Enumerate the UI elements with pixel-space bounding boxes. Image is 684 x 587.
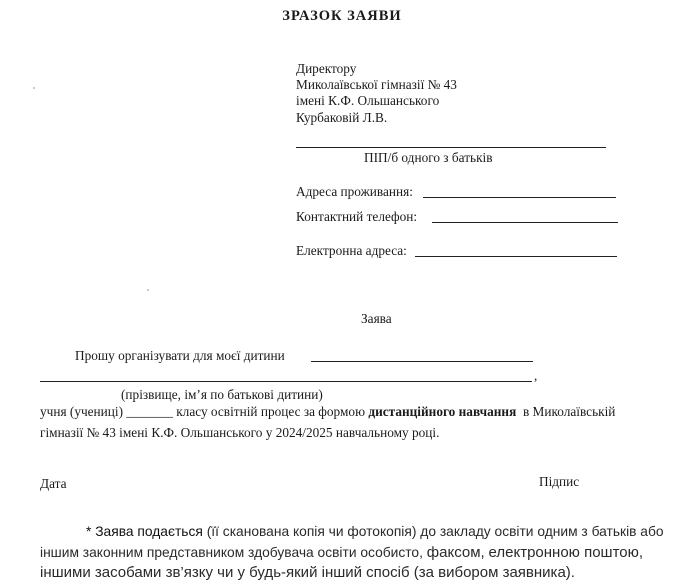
addressee-line-4: Курбаковій Л.В.: [296, 110, 388, 125]
date-label: Дата: [40, 476, 67, 491]
parent-name-blank: [296, 147, 606, 148]
body-line-4: гімназії № 43 імені К.Ф. Ольшанського у 2024/2025 навчальному році.: [40, 425, 440, 440]
distance-learning-text: дистанційного навчання: [368, 404, 517, 419]
document-title: ЗРАЗОК ЗАЯВИ: [282, 8, 402, 24]
email-blank: [415, 256, 617, 257]
child-name-blank-1: [311, 361, 533, 362]
child-name-blank-2: [40, 381, 532, 382]
phone-blank: [432, 222, 618, 223]
email-label: Електронна адреса:: [296, 243, 407, 258]
child-name-caption: (прізвище, ім’я по батькові дитини): [121, 387, 323, 402]
request-text: Прошу організувати для моєї дитини: [75, 348, 285, 363]
body-line-3: учня (учениці) _______ класу освітній процес за формою дистанційного навчання в Миколаївській: [40, 404, 616, 419]
footnote-line-1: * Заява подається (її сканована копія чи фотокопія) до закладу освіти одним з батьків або: [86, 524, 664, 539]
parent-name-caption: ПІП/б одного з батьків: [364, 150, 493, 165]
addressee-line-3: імені К.Ф. Ольшанського: [296, 93, 440, 108]
address-blank: [423, 197, 616, 198]
addressee-line-2: Миколаївської гімназії № 43: [296, 77, 457, 92]
statement-heading: Заява: [361, 311, 392, 326]
footnote-line-2: іншим законним представником здобувача освіти особисто, факсом, електронною поштою,: [40, 544, 644, 561]
footnote-line-3: іншими засобами зв’язку чи у будь-який інший спосіб (за вибором заявника).: [40, 564, 575, 581]
signature-label: Підпис: [539, 474, 580, 489]
address-label: Адреса проживання:: [296, 184, 413, 199]
addressee-line-1: Директору: [296, 61, 357, 76]
scan-speck: [33, 87, 35, 89]
scan-speck: [147, 289, 149, 291]
phone-label: Контактний телефон:: [296, 209, 418, 224]
